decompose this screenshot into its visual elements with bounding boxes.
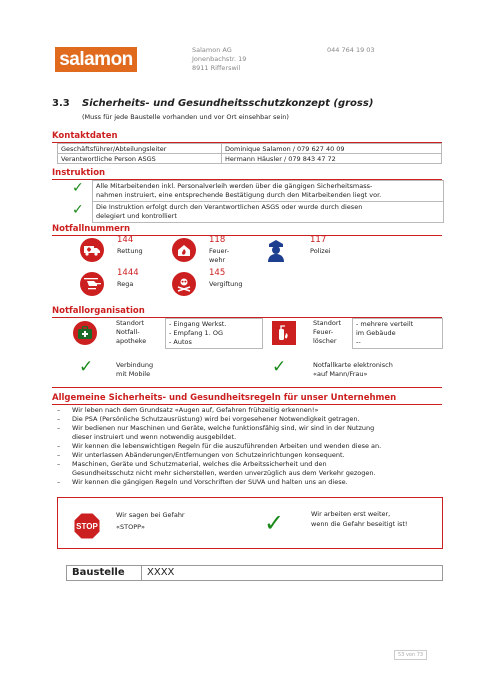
rule-line: Wir bedienen nur Maschinen und Geräte, welche funktionsfähig sind, wir sind in der Nutzung [72,424,375,432]
baustelle-label: Baustelle [72,567,125,578]
loescher-label-line: Standort [313,319,342,327]
table-row [58,144,442,154]
check-icon: ✓ [79,357,94,377]
rule-line: Maschinen, Geräte und Schutzmaterial, welches die Arbeitssicherheit und den [72,460,327,468]
stop-sign-label: STOP [76,522,98,531]
apotheke-label [116,319,146,346]
table-cell: Verantwortliche Person ASGS [58,154,222,164]
rule-line: Wir kennen die lebenswichtigen Regeln für die auszuführenden Arbeiten und wenden diese an. [72,442,382,450]
rule-line: dieser instruiert und wenn notwendig ausgebildet. [72,433,237,441]
section-number: 3.3 [52,98,70,109]
emergency-label: Vergiftung [209,280,243,288]
emergency-number: 144 [117,235,134,245]
rule-item: – Wir kennen die lebenswichtigen Regeln für die auszuführenden Arbeiten und wenden diese an. [57,442,442,451]
check-icon: ✓ [72,180,84,196]
loescher-label-line: Feuer- [313,328,334,336]
company-city: 8911 Rifferswil [192,64,241,72]
apotheke-label-line: Standort [116,319,145,327]
ambulance-icon [80,238,104,262]
page-number: 53 von 73 [394,650,427,660]
stop-text [116,509,185,533]
stop-sign-icon [73,512,101,540]
helicopter-icon [80,272,104,296]
table-cell: Dominique Salamon / 079 627 40 09 [222,144,442,154]
kontakt-table [57,143,442,164]
rule-line: Wir unterlassen Abänderungen/Entfernungen von Schutzeinrichtungen konsequent. [72,451,345,459]
company-street: Jonenbachstr. 19 [192,55,247,63]
rule-item: – Wir leben nach dem Grundsatz «Augen auf, Gefahren frühzeitig erkennen!» [57,406,442,415]
rule-item: – Wir unterlassen Abänderungen/Entfernungen von Schutzeinrichtungen konsequent. [57,451,442,460]
location-item: - mehrere verteilt [356,320,414,328]
company-name: Salamon AG [192,46,232,54]
instruktion-line: Die Instruktion erfolgt durch den Verantwortlichen ASGS oder wurde durch diesen [96,203,363,211]
notfall-divider [52,235,442,236]
instruktion-line: delegiert und kontrolliert [96,212,177,220]
emergency-label: Rega [117,280,134,288]
location-item: im Gebäude [356,329,396,337]
kontakt-heading: Kontaktdaten [52,131,118,141]
notfallkarte-text [313,361,393,379]
instruktion-line: Alle Mitarbeitenden inkl. Personalverleih werden über die gängigen Sicherheitsmass- [96,182,373,190]
instruktion-line: nahmen instruiert, eine entsprechende Bestätigung durch den Mitarbeitenden liegt vor. [96,191,382,199]
check-icon: ✓ [72,202,84,218]
regeln-heading: Allgemeine Sicherheits- und Gesundheitsregeln für unser Unternehmen [52,393,397,403]
notfallkarte-line: «auf Mann/Frau» [313,370,368,378]
baustelle-value: XXXX [147,567,175,578]
table-cell: Hermann Häusler / 079 843 47 72 [222,154,442,164]
fire-extinguisher-icon [272,321,296,345]
emergency-number: 145 [209,268,226,278]
verbindung-line: Verbindung [116,361,154,369]
location-item: -- [356,338,361,346]
emergency-label: Rettung [117,247,143,255]
location-item: - Eingang Werkst. [169,320,227,328]
instruktion-item [92,201,444,223]
check-icon: ✓ [272,357,287,377]
stop-line: «STOPP» [116,523,146,531]
rule-line: Wir leben nach dem Grundsatz «Augen auf, Gefahren frühzeitig erkennen!» [72,406,319,414]
company-logo: salamon [55,47,137,72]
rule-line: Wir kennen die gängigen Regeln und Vorschriften der SUVA und halten uns an diese. [72,478,348,486]
resume-line: Wir arbeiten erst weiter, [311,510,391,518]
emergency-label: Polizei [310,247,331,255]
loescher-label [313,319,341,346]
location-item: - Empfang 1. OG [169,329,223,337]
emergency-number: 118 [209,235,226,245]
instruktion-heading: Instruktion [52,168,106,178]
rule-line: Gesundheitsschutz nicht mehr sicherstellen, werden unverzüglich aus dem Verkehr gezogen. [72,469,376,477]
table-cell: Geschäftsführer/Abteilungsleiter [58,144,222,154]
loescher-locations [352,318,443,349]
regeln-divider [52,404,442,405]
instruktion-item [92,180,444,202]
rule-line: Die PSA (Persönliche Schutzausrüstung) wird bei vorgesehener Notwendigkeit getragen. [72,415,360,423]
emergency-label-line: wehr [209,256,226,264]
rule-item: – Die PSA (Persönliche Schutzausrüstung) wird bei vorgesehener Notwendigkeit getragen. [57,415,442,424]
resume-line: wenn die Gefahr beseitigt ist! [311,520,408,528]
page-title: Sicherheits- und Gesundheitsschutzkonzept (gross) [82,98,374,109]
location-item: - Autos [169,338,192,346]
check-icon: ✓ [264,509,285,537]
rule-item: – Wir kennen die gängigen Regeln und Vorschriften der SUVA und halten uns an diese. [57,478,442,487]
rule-item: – Wir bedienen nur Maschinen und Geräte, welche funktionsfähig sind, wir sind in der Nutzung dieser instruiert und wenn notwendig ausgebildet. [57,424,442,442]
apotheke-label-line: apotheke [116,337,147,345]
org-heading: Notfallorganisation [52,306,145,316]
emergency-number: 1444 [117,268,139,278]
police-icon [264,238,288,262]
company-address [192,46,246,73]
fire-icon [172,238,196,262]
baustelle-divider [141,566,142,581]
company-phone: 044 764 19 03 [327,46,375,54]
verbindung-text [116,361,153,379]
emergency-label-line: Feuer- [209,247,230,255]
notfallkarte-line: Notfallkarte elektronisch [313,361,393,369]
notfall-heading: Notfallnummern [52,224,131,234]
stop-line: Wir sagen bei Gefahr [116,511,185,519]
page-subtitle: (Muss für jede Baustelle vorhanden und vor Ort einsehbar sein) [82,113,289,121]
loescher-label-line: löscher [313,337,337,345]
regeln-top-divider [52,387,442,388]
poison-icon [172,272,196,296]
verbindung-line: mit Mobile [116,370,151,378]
apotheke-label-line: Notfall- [116,328,140,336]
emergency-number: 117 [310,235,327,245]
table-row [58,154,442,164]
first-aid-kit-icon [73,321,97,345]
resume-text [311,509,408,529]
rule-item: – Maschinen, Geräte und Schutzmaterial, welches die Arbeitssicherheit und den Gesundheitsschutz nicht mehr sicherstellen, werden unverzüglich aus dem Verkehr gezogen. [57,460,442,478]
emergency-label [209,247,229,265]
apotheke-locations [165,318,263,349]
